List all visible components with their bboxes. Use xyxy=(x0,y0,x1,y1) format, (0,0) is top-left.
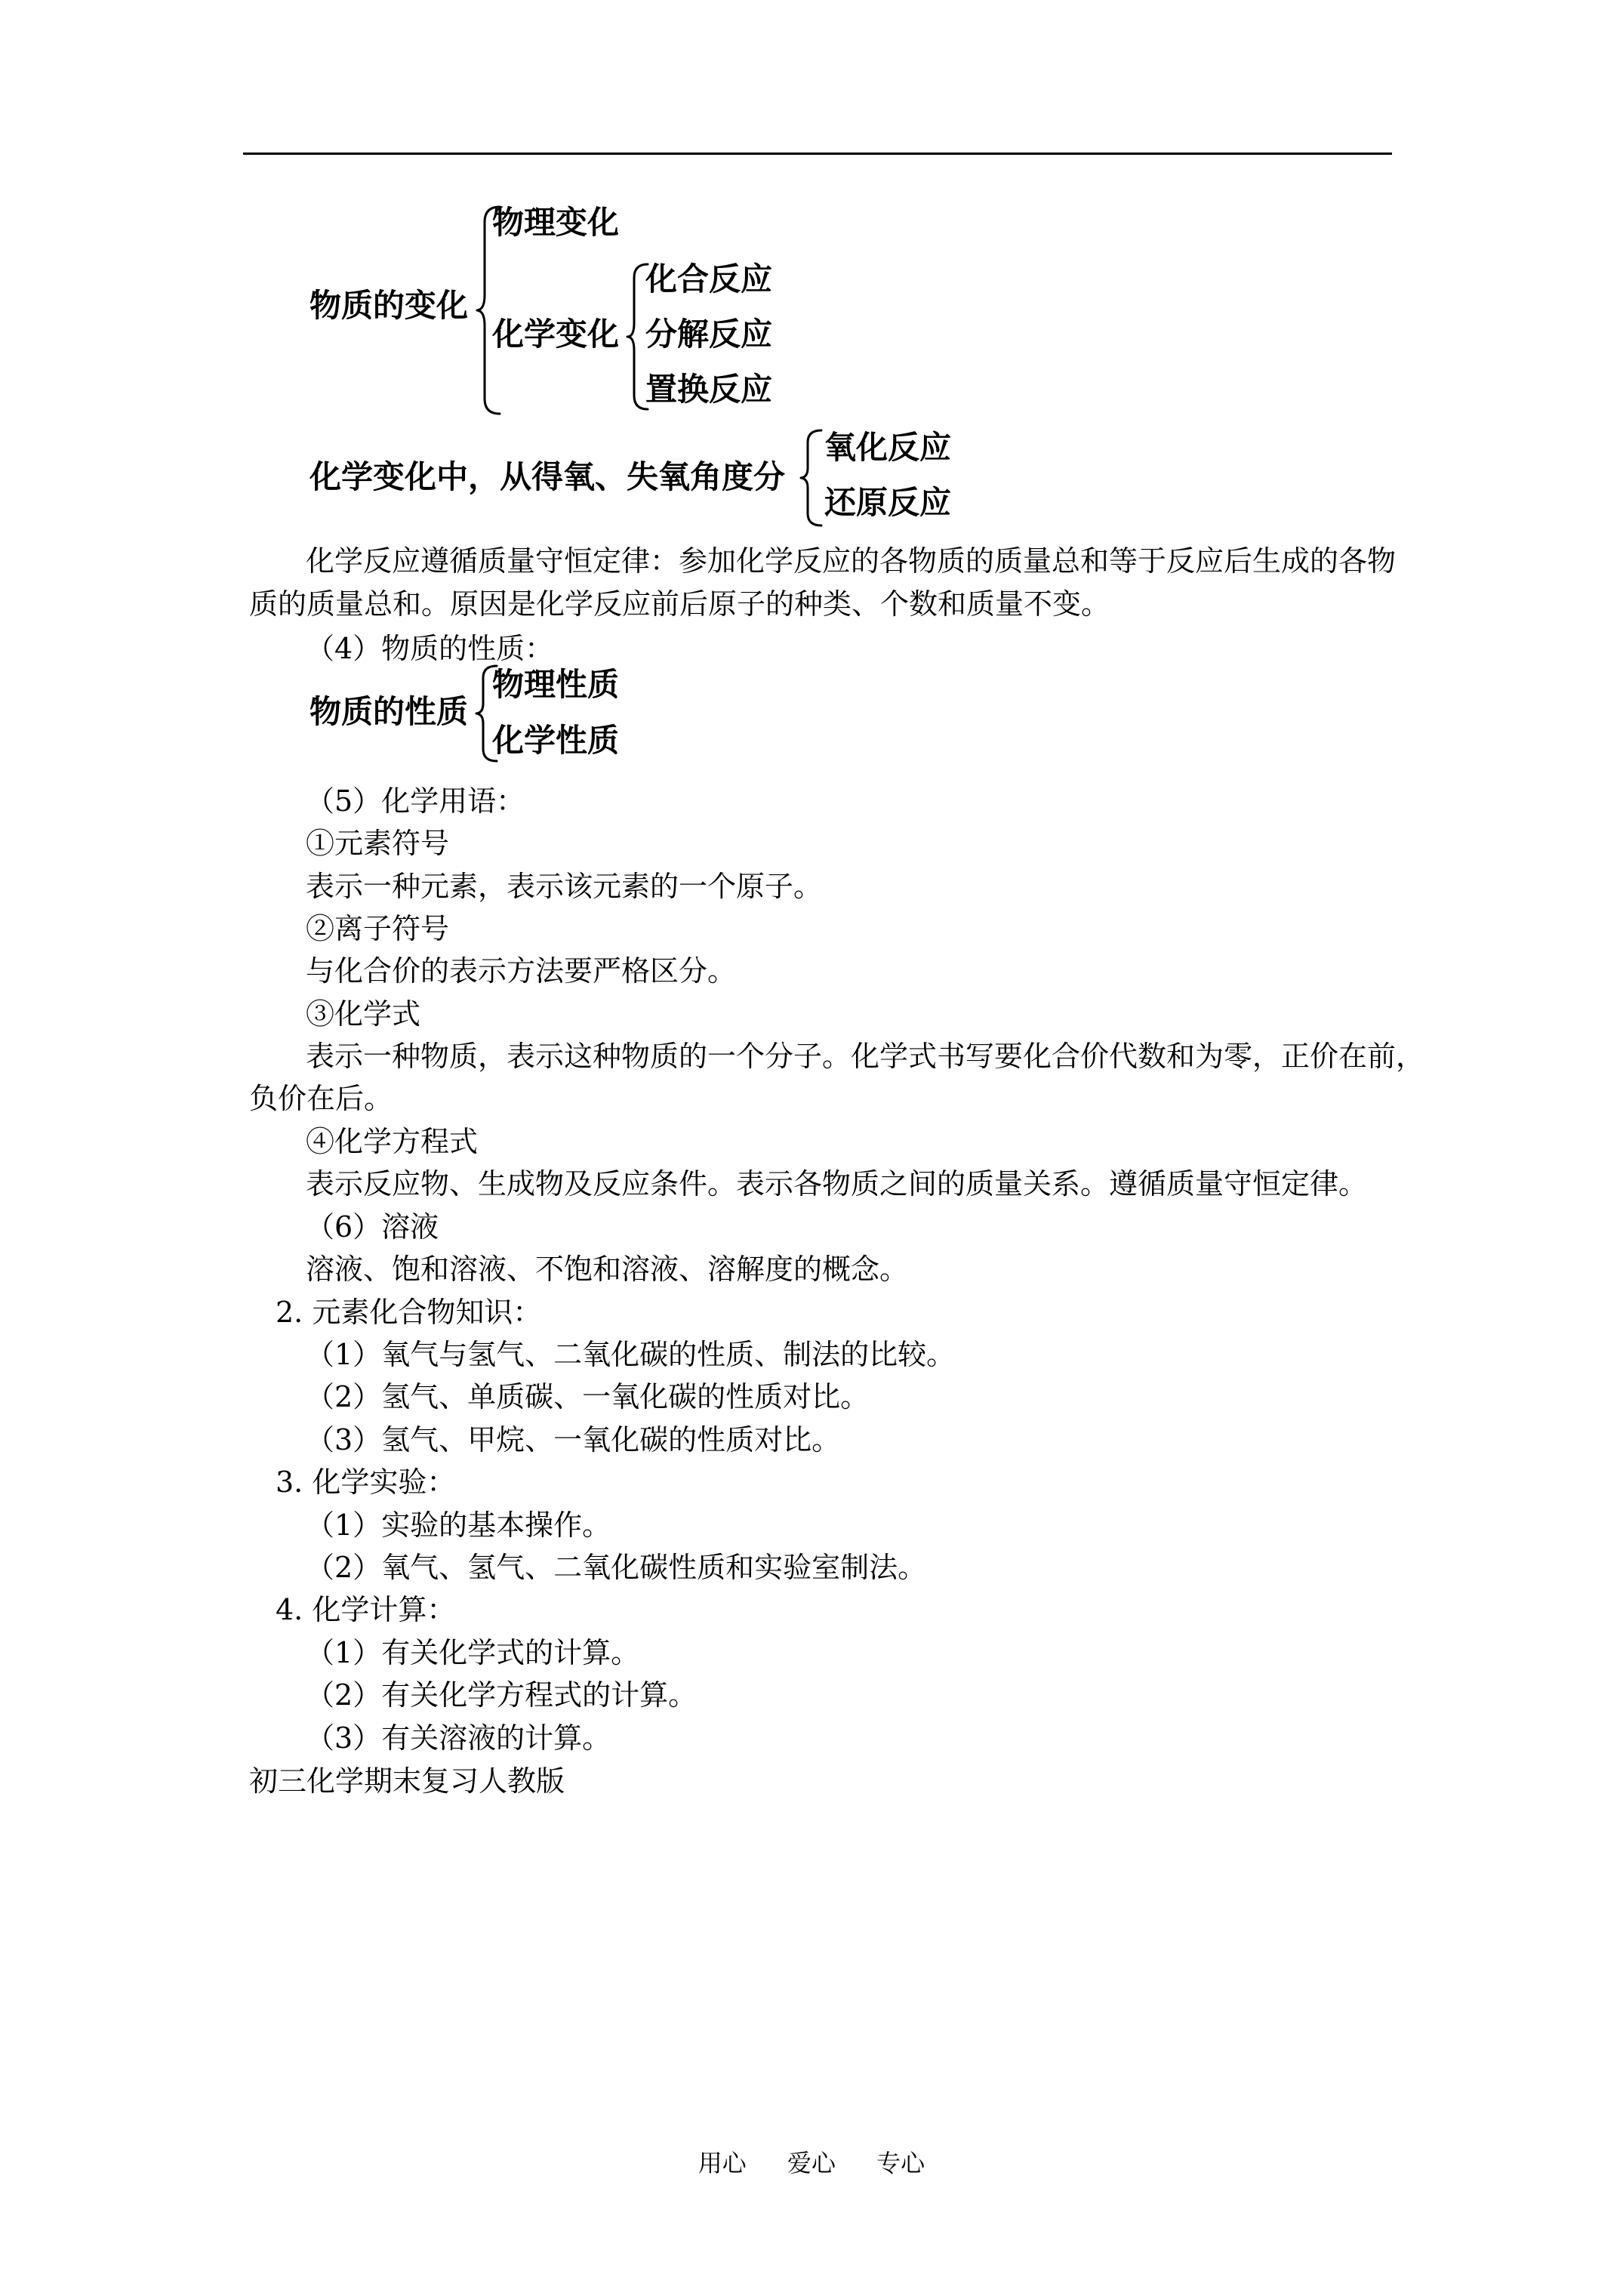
mass-law-line1: 化学反应遵循质量守恒定律：参加化学反应的各物质的质量总和等于反应后生成的各物 xyxy=(306,544,1397,578)
term-formula: ③化学式 xyxy=(306,997,421,1031)
part4-item-3: （3）有关溶液的计算。 xyxy=(306,1721,611,1755)
diagram-property-root: 物质的性质 xyxy=(310,693,469,730)
diagram-redox-root: 化学变化中，从得氧、失氧角度分 xyxy=(310,458,786,495)
term-element-symbol-desc: 表示一种元素，表示该元素的一个原子。 xyxy=(306,870,823,903)
part2-item-1: （1）氧气与氢气、二氧化碳的性质、制法的比较。 xyxy=(306,1338,956,1371)
part3-item-1: （1）实验的基本操作。 xyxy=(306,1509,611,1542)
part2-title: 2. 元素化合物知识： xyxy=(276,1296,542,1329)
property-chemical: 化学性质 xyxy=(492,722,620,759)
document-label: 初三化学期末复习人教版 xyxy=(249,1764,565,1798)
term-equation: ④化学方程式 xyxy=(306,1125,479,1158)
footer-word-1: 用心 xyxy=(698,2149,747,2177)
brace-redox xyxy=(799,427,826,529)
branch-chemical: 化学变化 xyxy=(492,316,620,353)
chemical-item-displacement: 置换反应 xyxy=(645,371,773,408)
term-formula-desc-line2: 负价在后。 xyxy=(249,1082,393,1115)
part4-item-2: （2）有关化学方程式的计算。 xyxy=(306,1678,698,1712)
footer-word-2: 爱心 xyxy=(787,2149,836,2177)
part3-item-2: （2）氧气、氢气、二氧化碳性质和实验室制法。 xyxy=(306,1551,927,1584)
diagram-change-root: 物质的变化 xyxy=(310,287,469,324)
part2-item-3: （3）氢气、甲烷、一氧化碳的性质对比。 xyxy=(306,1423,841,1456)
section6-desc: 溶液、饱和溶液、不饱和溶液、溶解度的概念。 xyxy=(306,1253,909,1286)
redox-oxidation: 氧化反应 xyxy=(824,429,952,466)
part2-item-2: （2）氢气、单质碳、一氧化碳的性质对比。 xyxy=(306,1380,870,1413)
term-ion-symbol: ②离子符号 xyxy=(306,912,450,945)
term-ion-symbol-desc: 与化合价的表示方法要严格区分。 xyxy=(306,954,737,988)
section5-heading: （5）化学用语： xyxy=(306,784,525,818)
mass-law-line2: 质的质量总和。原因是化学反应前后原子的种类、个数和质量不变。 xyxy=(249,587,1110,621)
term-element-symbol: ①元素符号 xyxy=(306,827,450,860)
branch-physical: 物理变化 xyxy=(492,204,620,241)
term-formula-desc-line1: 表示一种物质，表示这种物质的一个分子。化学式书写要化合价代数和为零，正价在前， xyxy=(306,1040,1425,1073)
chemical-item-decomposition: 分解反应 xyxy=(645,316,773,353)
chemical-item-combination: 化合反应 xyxy=(645,260,773,297)
redox-reduction: 还原反应 xyxy=(824,484,952,521)
section4-heading: （4）物质的性质： xyxy=(306,632,554,665)
part3-title: 3. 化学实验： xyxy=(276,1465,456,1499)
property-physical: 物理性质 xyxy=(492,666,620,703)
part4-title: 4. 化学计算： xyxy=(276,1593,456,1626)
section6-heading: （6）溶液 xyxy=(306,1210,439,1244)
footer-word-3: 专心 xyxy=(876,2149,925,2177)
header-rule xyxy=(243,153,1392,155)
term-equation-desc: 表示反应物、生成物及反应条件。表示各物质之间的质量关系。遵循质量守恒定律。 xyxy=(306,1167,1368,1200)
page-footer xyxy=(0,2144,1623,2179)
part4-item-1: （1）有关化学式的计算。 xyxy=(306,1636,640,1669)
